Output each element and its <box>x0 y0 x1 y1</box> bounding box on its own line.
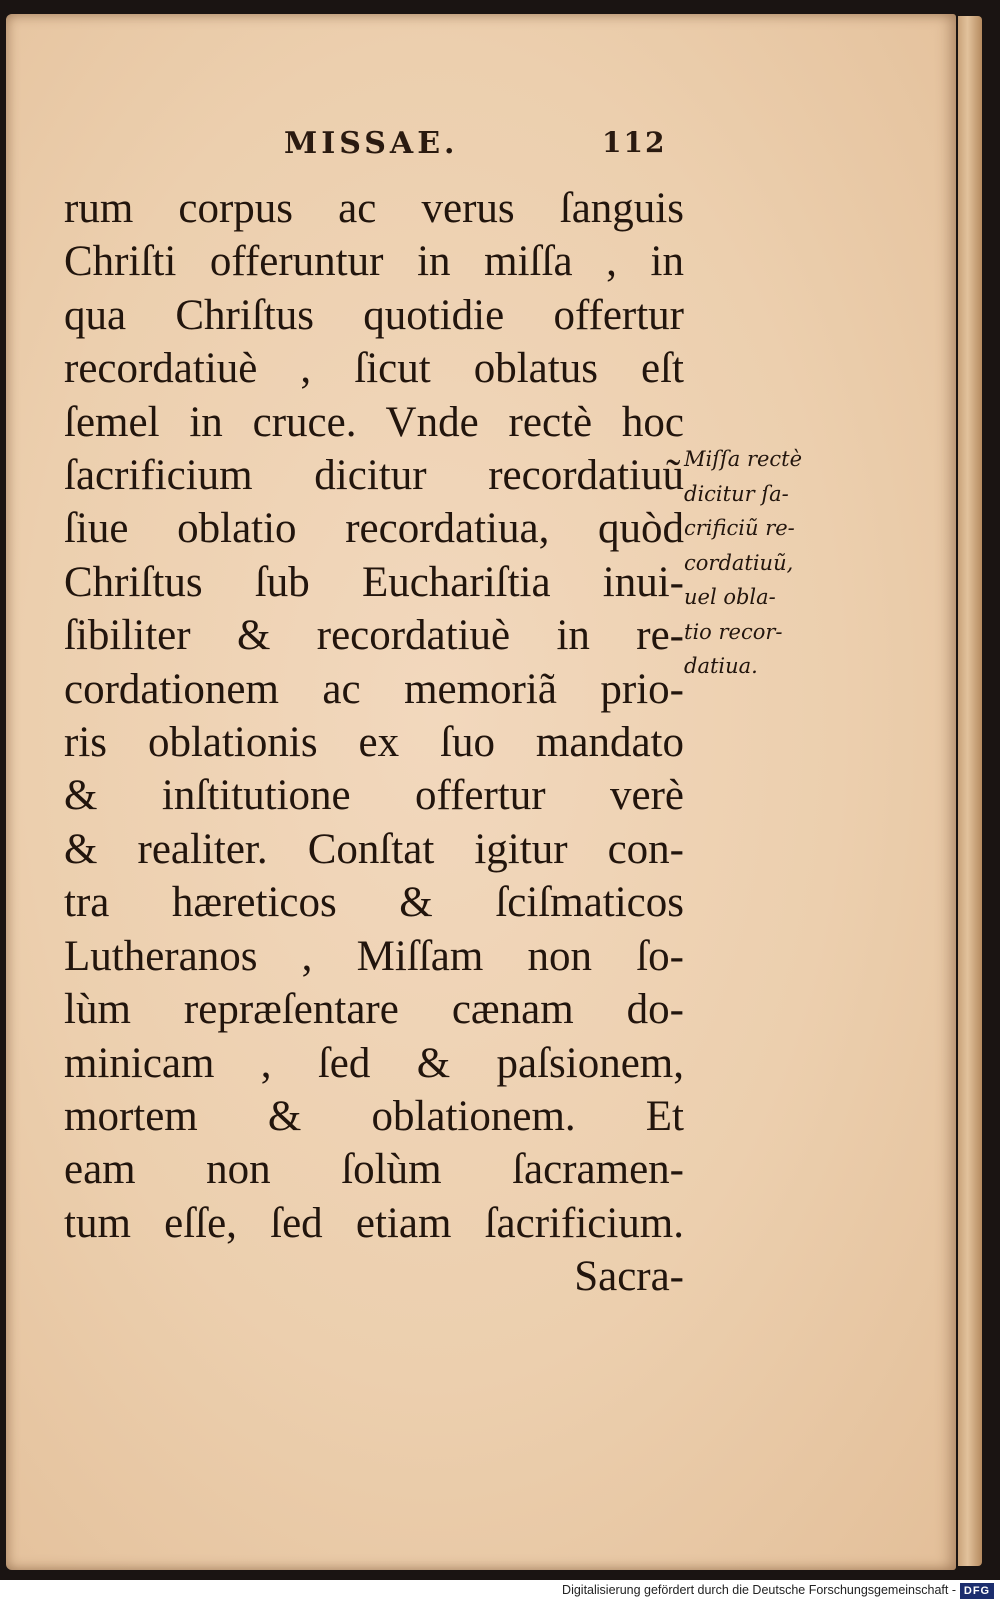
running-title: MISSAE. <box>284 126 459 161</box>
text-line: rum corpus ac verus ſanguis <box>64 185 684 232</box>
text-line: & inſtitutione offertur verè <box>64 772 684 820</box>
text-line: ſibiliter & recordatiuè in re- <box>64 612 684 660</box>
text-line: Lutheranos , Miſſam non ſo- <box>64 932 684 980</box>
text-line: recordatiuè , ſicut oblatus eſt <box>64 345 684 393</box>
book-page <box>6 14 956 1570</box>
body-text <box>64 182 684 1304</box>
text-line: mortem & oblationem. Et <box>64 1092 684 1140</box>
marginal-note <box>684 442 824 684</box>
text-line: Chriſtus ſub Euchariſtia inui- <box>64 558 684 606</box>
text-line: minicam , ſed & paſsionem, <box>64 1039 684 1087</box>
text-line: ſacrificium dicitur recordatiuũ <box>64 452 684 500</box>
text-line: lùm repræſentare cænam do- <box>64 986 684 1034</box>
text-line: ris oblationis ex ſuo mandato <box>64 719 684 767</box>
footer-bar <box>0 1580 1000 1603</box>
marginal-note-line: uel obla- <box>684 585 776 609</box>
marginal-note-line: cordatiuũ, <box>684 550 794 575</box>
funding-credit: Digitalisierung gefördert durch die Deutsche Forschungsgemeinschaft - <box>562 1583 956 1597</box>
marginal-note-line: Miſſa rectè <box>684 447 803 471</box>
marginal-note-line: crificiũ re- <box>684 516 795 540</box>
page-edge <box>958 16 982 1566</box>
dfg-logo: DFG <box>960 1583 994 1599</box>
text-line: cordationem ac memoriã prio- <box>64 665 684 713</box>
marginal-note-line: tio recor- <box>684 619 783 644</box>
text-line: ſemel in cruce. Vnde rectè hoc <box>64 398 684 446</box>
marginal-note-line: datiua. <box>684 654 758 678</box>
text-line: Chriſti offeruntur in miſſa , in <box>64 238 684 286</box>
text-line: & realiter. Conſtat igitur con- <box>64 825 684 873</box>
marginal-note-line: dicitur ſa- <box>684 481 789 506</box>
text-line: qua Chriſtus quotidie offertur <box>64 291 684 339</box>
page-number: 112 <box>602 126 667 159</box>
catchword: Sacra- <box>574 1253 684 1301</box>
text-line: eam non ſolùm ſacramen- <box>64 1146 684 1194</box>
text-line: tum eſſe, ſed etiam ſacrificium. <box>64 1199 684 1247</box>
text-line: tra hæreticos & ſciſmaticos <box>64 879 684 927</box>
text-line: ſiue oblatio recordatiua, quòd <box>64 505 684 553</box>
